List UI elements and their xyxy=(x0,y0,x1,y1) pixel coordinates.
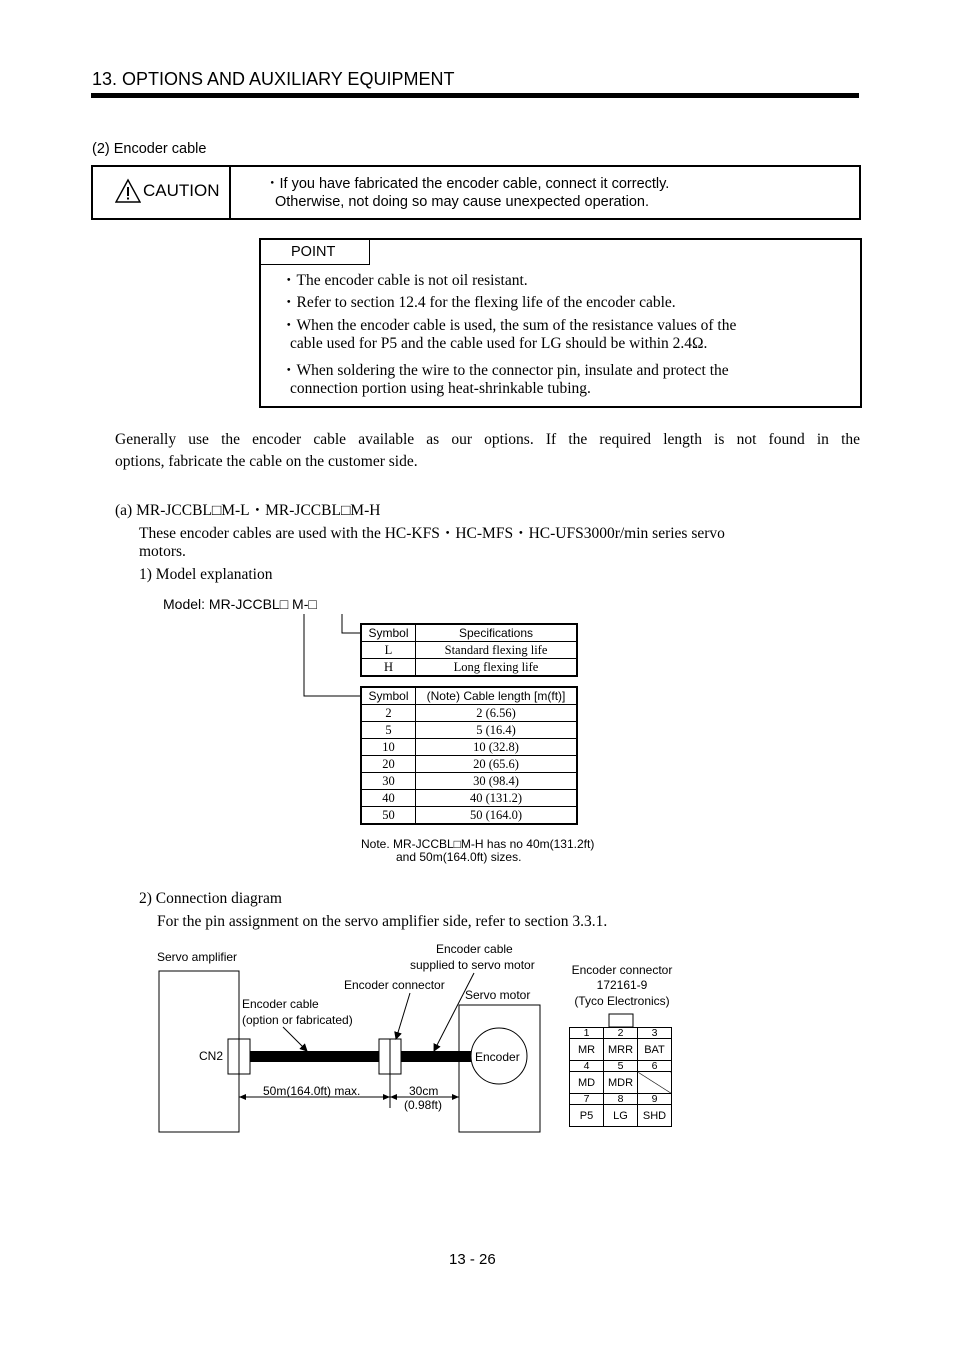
pin-signal: BAT xyxy=(638,1039,672,1061)
intro-line-2: options, fabricate the cable on the customer side. xyxy=(115,453,418,470)
table-cell: 5 xyxy=(361,722,416,739)
point-line-2: ・Refer to section 12.4 for the flexing life of the encoder cable. xyxy=(281,294,676,311)
table-cell: H xyxy=(361,659,416,677)
table-cell: 50 (164.0) xyxy=(416,807,578,825)
table-cell: Long flexing life xyxy=(416,659,578,677)
encoder-label: Encoder xyxy=(475,1050,520,1064)
table-header-cell: Specifications xyxy=(416,624,578,642)
table-cell: Standard flexing life xyxy=(416,642,578,659)
table-header-cell: Symbol xyxy=(361,624,416,642)
subsection-a-desc-1: These encoder cables are used with the HC-KFS・HC-MFS・HC-UFS3000r/min series servo xyxy=(139,525,725,542)
pin-number: 5 xyxy=(604,1061,638,1072)
pin-number: 1 xyxy=(570,1028,604,1039)
pin-signal-row xyxy=(570,1039,672,1061)
page-number: 13 - 26 xyxy=(449,1251,496,1268)
pin-number: 3 xyxy=(638,1028,672,1039)
pin-signal: SHD xyxy=(638,1105,672,1127)
table-cell: 5 (16.4) xyxy=(416,722,578,739)
point-line-6: connection portion using heat-shrinkable tubing. xyxy=(290,380,591,397)
encoder-connector-label: Encoder connector xyxy=(344,978,445,992)
encoder-cable-option-label-1: Encoder cable xyxy=(242,997,319,1011)
table-cell: 20 xyxy=(361,756,416,773)
short-cable-dimension-1: 30cm xyxy=(409,1084,439,1098)
pin-signal: MDR xyxy=(604,1072,638,1094)
point-line-3: ・When the encoder cable is used, the sum of the resistance values of the xyxy=(281,317,737,334)
table-cell: 40 (131.2) xyxy=(416,790,578,807)
model-label: Model: MR-JCCBL□ M-□ xyxy=(163,596,317,612)
subsection-a-heading: (a) MR-JCCBL□M-L・MR-JCCBL□M-H xyxy=(115,502,381,519)
pin-unused-cell xyxy=(638,1072,672,1094)
pin-signal: P5 xyxy=(570,1105,604,1127)
table-header-cell: Symbol xyxy=(361,687,416,705)
supplied-cable-label-1: Encoder cable xyxy=(436,942,513,956)
point-line-1: ・The encoder cable is not oil resistant. xyxy=(281,272,528,289)
short-cable-dimension-2: (0.98ft) xyxy=(404,1098,443,1112)
pin-number-row xyxy=(570,1094,672,1105)
caution-label: CAUTION xyxy=(143,181,220,200)
cn2-label: CN2 xyxy=(199,1049,224,1063)
servo-amplifier-label: Servo amplifier xyxy=(157,950,238,964)
pin-signal: MRR xyxy=(604,1039,638,1061)
pin-signal: MR xyxy=(570,1039,604,1061)
table-cell: 20 (65.6) xyxy=(416,756,578,773)
table-header-cell: (Note) Cable length [m(ft)] xyxy=(416,687,578,705)
table-cell: 10 (32.8) xyxy=(416,739,578,756)
supplied-cable-label-2: supplied to servo motor xyxy=(410,958,535,972)
connection-diagram-desc: For the pin assignment on the servo amplifier side, refer to section 3.3.1. xyxy=(157,913,608,930)
pin-number: 6 xyxy=(638,1061,672,1072)
encoder-cable-option-label-2: (option or fabricated) xyxy=(242,1013,353,1027)
pin-number: 8 xyxy=(604,1094,638,1105)
table-cell: 30 (98.4) xyxy=(416,773,578,790)
table-note-line-2: and 50m(164.0ft) sizes. xyxy=(396,850,522,864)
table-cell: 2 xyxy=(361,705,416,722)
table-cell: 30 xyxy=(361,773,416,790)
cable-length-dimension: 50m(164.0ft) max. xyxy=(263,1084,361,1098)
pin-signal: LG xyxy=(604,1105,638,1127)
connection-diagram-heading: 2) Connection diagram xyxy=(139,890,282,907)
chapter-title: 13. OPTIONS AND AUXILIARY EQUIPMENT xyxy=(92,69,455,89)
table-cell: 50 xyxy=(361,807,416,825)
pin-number: 7 xyxy=(570,1094,604,1105)
caution-line-1: ・If you have fabricated the encoder cable, connect it correctly. xyxy=(265,176,670,192)
section-heading: (2) Encoder cable xyxy=(92,141,207,157)
pin-signal-row xyxy=(570,1072,672,1094)
point-label: POINT xyxy=(291,244,336,260)
table-cell: 40 xyxy=(361,790,416,807)
table-cell: L xyxy=(361,642,416,659)
pin-number: 4 xyxy=(570,1061,604,1072)
subsection-a-desc-2: motors. xyxy=(139,543,186,560)
servo-motor-label: Servo motor xyxy=(465,988,531,1002)
connector-title-line-1: Encoder connector xyxy=(571,963,673,977)
table-cell: 2 (6.56) xyxy=(416,705,578,722)
connector-title-line-3: (Tyco Electronics) xyxy=(574,994,670,1008)
pin-number-row xyxy=(570,1028,672,1039)
table-note-line-1: Note. MR-JCCBL□M-H has no 40m(131.2ft) xyxy=(361,837,595,851)
pin-number: 9 xyxy=(638,1094,672,1105)
table-cell: 10 xyxy=(361,739,416,756)
pin-signal-row xyxy=(570,1105,672,1127)
encoder-connector-pin-table xyxy=(569,1027,672,1127)
point-line-4: cable used for P5 and the cable used for LG should be within 2.4Ω. xyxy=(290,335,708,352)
point-line-5: ・When soldering the wire to the connector pin, insulate and protect the xyxy=(281,362,729,379)
caution-line-2: Otherwise, not doing so may cause unexpected operation. xyxy=(275,194,650,210)
pin-number-row xyxy=(570,1061,672,1072)
pin-signal: MD xyxy=(570,1072,604,1094)
intro-line-1: Generally use the encoder cable available as our options. If the required length is not found in the xyxy=(115,431,860,448)
model-explanation-heading: 1) Model explanation xyxy=(139,566,273,583)
connector-title-line-2: 172161-9 xyxy=(596,978,648,992)
pin-number: 2 xyxy=(604,1028,638,1039)
